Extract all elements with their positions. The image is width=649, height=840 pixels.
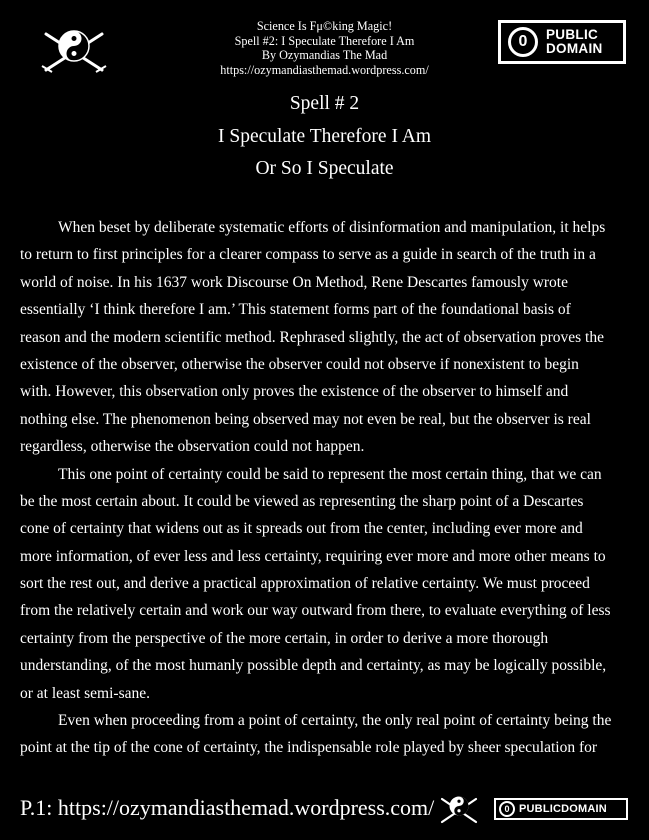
paragraph-line: When beset by deliberate systematic efforts of disinformation and manipulation, it helps [58, 219, 606, 236]
paragraph-line: or at least semi-sane. [20, 684, 150, 702]
page-title: I Speculate Therefore I Am [218, 125, 431, 147]
paragraph-line: essentially ‘I think therefore I am.’ This statement forms part of the foundational basis of [20, 301, 571, 319]
paragraph-line: from the relatively certain and work our way outward from there, to evaluate everything of less [20, 602, 611, 620]
paragraph-line: be the most certain about. It could be viewed as representing the sharp point of a Descartes [20, 492, 584, 510]
spell-line: Spell #2: I Speculate Therefore I Am [234, 33, 415, 48]
book-title: Science Is Fμ©king Magic! [256, 19, 393, 33]
paragraph-line: more information, of ever less and less certainty, requiring ever more and more other means to [20, 547, 606, 565]
public-domain-label [546, 28, 603, 56]
body-text [20, 214, 632, 762]
paragraph-line: certainty from the perspective of the more certain, in order to derive a more thorough [20, 629, 549, 647]
spell-number: Spell # 2 [289, 93, 360, 114]
paragraph-line: cone of certainty that widens out as it spreads out from the center, including ever more and [20, 520, 583, 538]
author-line: By Ozymandias The Mad [261, 48, 388, 62]
public-domain-line2: DOMAIN [546, 41, 603, 56]
page-subtitle: Or So I Speculate [255, 158, 394, 179]
paragraph-line: This one point of certainty could be said to represent the most certain thing, that we can [58, 465, 602, 483]
public-domain-mark: 0 [508, 27, 538, 57]
paragraph-line: reason and the modern scientific method. Rephrased slightly, the act of observation proves the [20, 328, 604, 346]
paragraph-line: regardless, otherwise the observation could not happen. [20, 438, 365, 456]
paragraph-line: existence of the observer, otherwise the observer could not observe if nonexistent to begin [20, 355, 579, 373]
public-domain-label: PUBLICDOMAIN [519, 803, 607, 815]
title-block [0, 88, 649, 186]
public-domain-icon [498, 20, 626, 64]
public-domain-icon [494, 798, 628, 820]
footer-page-label[interactable]: P.1: https://ozymandiasthemad.wordpress.com/ [20, 795, 435, 820]
paragraph-line: to return to first principles for a clearer compass to serve as a guide in search of the truth in a [20, 246, 596, 264]
paragraph-line: with. However, this observation only proves the existence of the observer to himself and [20, 383, 569, 401]
paragraph-line: point at the tip of the cone of certainty, the indispensable role played by sheer speculation for [20, 739, 598, 757]
paragraph-line: sort the rest out, and derive a practical approximation of relative certainty. We must proceed [20, 575, 590, 593]
yin-yang-crossed-swords-icon [437, 793, 481, 825]
paragraph-line: world of noise. In his 1637 work Discourse On Method, Rene Descartes famously wrote [20, 273, 568, 291]
website-link[interactable]: https://ozymandiasthemad.wordpress.com/ [220, 62, 429, 77]
public-domain-mark: 0 [499, 801, 515, 817]
paragraph-line: Even when proceeding from a point of certainty, the only real point of certainty being the [58, 712, 612, 730]
paragraph-line: nothing else. The phenomenon being observed may not even be real, but the observer is real [20, 410, 591, 428]
public-domain-line1: PUBLIC [546, 27, 599, 42]
paragraph-line: understanding, of the most humanly possible depth and certainty, as may be logically possible, [20, 657, 607, 675]
